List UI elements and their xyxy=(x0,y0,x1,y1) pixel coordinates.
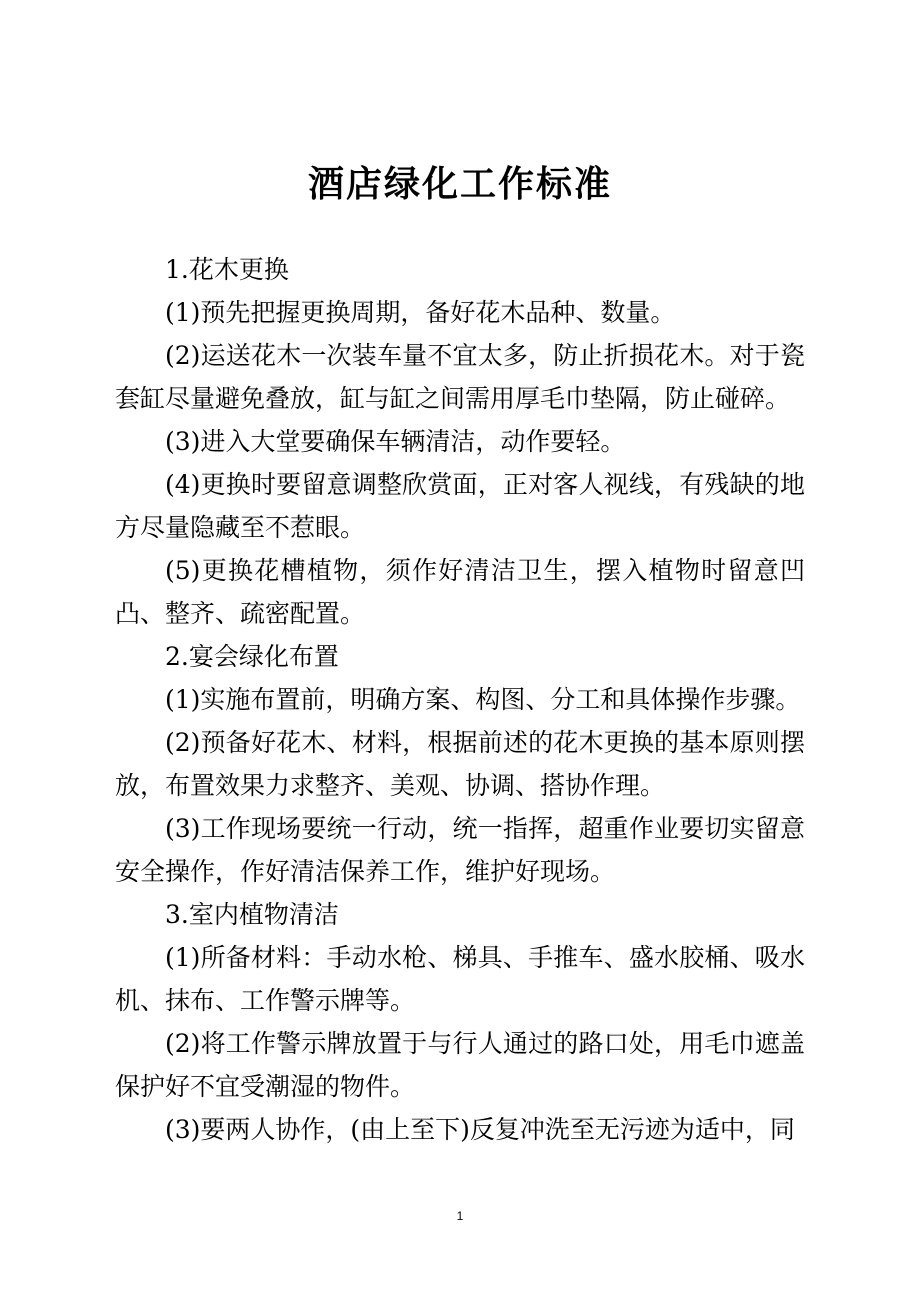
paragraph: (1)所备材料：手动水枪、梯具、手推车、盛水胶桶、吸水机、抹布、工作警示牌等。 xyxy=(115,943,805,1015)
paragraph: (2)预备好花木、材料，根据前述的花木更换的基本原则摆放，布置效果力求整齐、美观、协调、搭协作理。 xyxy=(115,728,805,800)
document-title: 酒店绿化工作标准 xyxy=(307,163,612,205)
section-heading-indoor-plant-cleaning: 3.室内植物清洁 xyxy=(165,900,339,929)
paragraph: (4)更换时要留意调整欣赏面，正对客人视线，有残缺的地方尽量隐藏至不惹眼。 xyxy=(115,470,805,542)
paragraph: (1)实施布置前，明确方案、构图、分工和具体操作步骤。 xyxy=(165,685,801,714)
paragraph: (1)预先把握更换周期，备好花木品种、数量。 xyxy=(165,298,676,327)
document-body xyxy=(115,248,805,1151)
paragraph: (3)进入大堂要确保车辆清洁，动作要轻。 xyxy=(165,427,626,456)
paragraph: (2)将工作警示牌放置于与行人通过的路口处，用毛巾遮盖保护好不宜受潮湿的物件。 xyxy=(115,1029,805,1101)
paragraph: (3)要两人协作，(由上至下)反复冲洗至无污迹为适中，同 xyxy=(165,1115,795,1144)
paragraph: (2)运送花木一次装车量不宜太多，防止折损花木。对于瓷套缸尽量避免叠放，缸与缸之间需用厚毛巾垫隔，防止碰碎。 xyxy=(115,341,805,413)
section-heading-flower-replacement: 1.花木更换 xyxy=(165,255,289,284)
page-number: 1 xyxy=(456,1209,464,1223)
section-heading-banquet-greening: 2.宴会绿化布置 xyxy=(165,642,339,671)
paragraph: (5)更换花槽植物，须作好清洁卫生，摆入植物时留意凹凸、整齐、疏密配置。 xyxy=(115,556,805,628)
paragraph: (3)工作现场要统一行动，统一指挥，超重作业要切实留意安全操作，作好清洁保养工作，维护好现场。 xyxy=(115,814,805,886)
